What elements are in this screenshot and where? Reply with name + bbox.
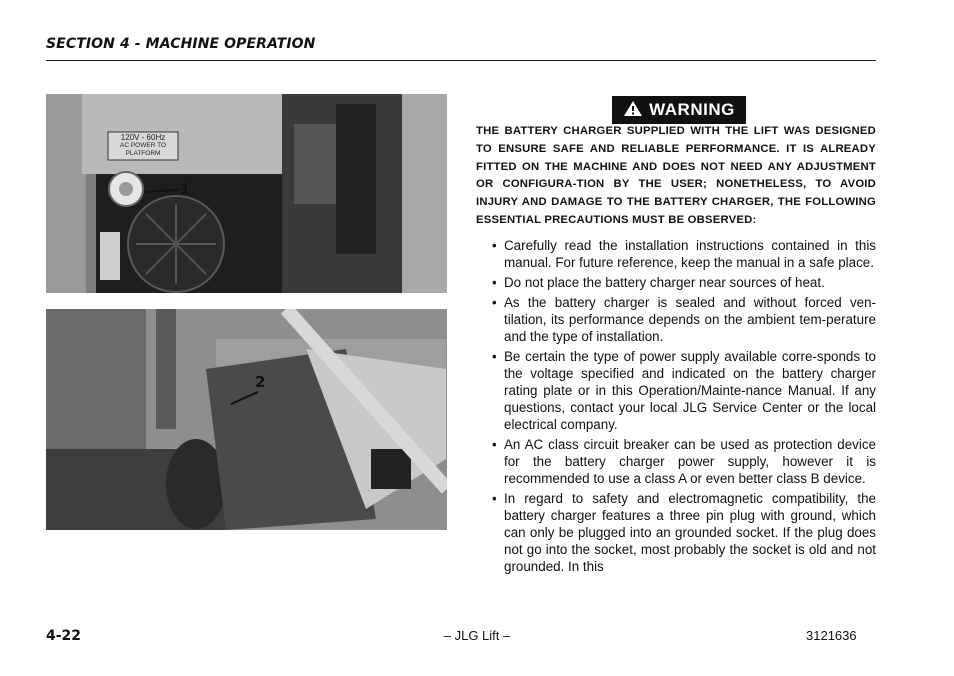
photo-ac-plug [46,94,447,293]
photo-battery-charger [46,309,447,530]
list-item: • An AC class circuit breaker can be used as protection device for the battery charger power supply, however it is recommended to use a class A or even better class B device. [492,436,876,487]
warning-text: THE BATTERY CHARGER SUPPLIED WITH THE LIFT WAS DESIGNED TO ENSURE SAFE AND RELIABLE PERFORMANCE. IT IS ALREADY FITTED ON THE MACHINE AND DOES NOT NEED ANY ADJUSTMENT OR CONFIGURA-TION BY THE USER; NONETHELESS, TO AVOID INJURY AND DAMAGE TO THE BATTERY CHARGER, THE FOLLOWING ESSENTIAL PRECAUTIONS MUST BE OBSERVED: [476,125,876,226]
rating-plate-caption-1: AC POWER TO [120,142,166,149]
list-item: • Carefully read the installation instructions contained in this manual. For future reference, keep the manual in a safe place. [492,237,876,271]
list-item: • Do not place the battery charger near sources of heat. [492,274,876,291]
list-item: • Be certain the type of power supply available corre-sponds to the voltage specified and indicated on the battery charger rating plate or in this Operation/Mainte-nance Manual. If any questions, contact your local JLG Service Center or the local electrical company. [492,348,876,433]
rating-plate-caption-2: PLATFORM [125,150,161,157]
warning-banner [612,96,746,124]
precautions-list [492,237,876,578]
warning-label: WARNING [649,100,735,119]
warning-triangle-icon [623,100,643,121]
section-header: SECTION 4 - MACHINE OPERATION [46,36,316,52]
list-item: • As the battery charger is sealed and without forced ven-tilation, its performance depends on the ambient tem-perature and the type of installation. [492,294,876,345]
callout-1: 1 [180,180,191,198]
rating-plate-voltage: 120V - 60Hz [120,133,166,142]
document-number: 3121636 [806,628,857,643]
rating-plate-text [110,134,176,158]
list-item: • In regard to safety and electromagnetic compatibility, the battery charger features a three pin plug with ground, which can only be plugged into an grounded socket. If the plug does not go into the socket, most probably the socket is old and not grounded. In this [492,490,876,575]
header-rule [46,60,876,61]
page-number: 4-22 [46,628,82,644]
footer-title: – JLG Lift – [443,628,511,643]
callout-2: 2 [255,373,266,391]
